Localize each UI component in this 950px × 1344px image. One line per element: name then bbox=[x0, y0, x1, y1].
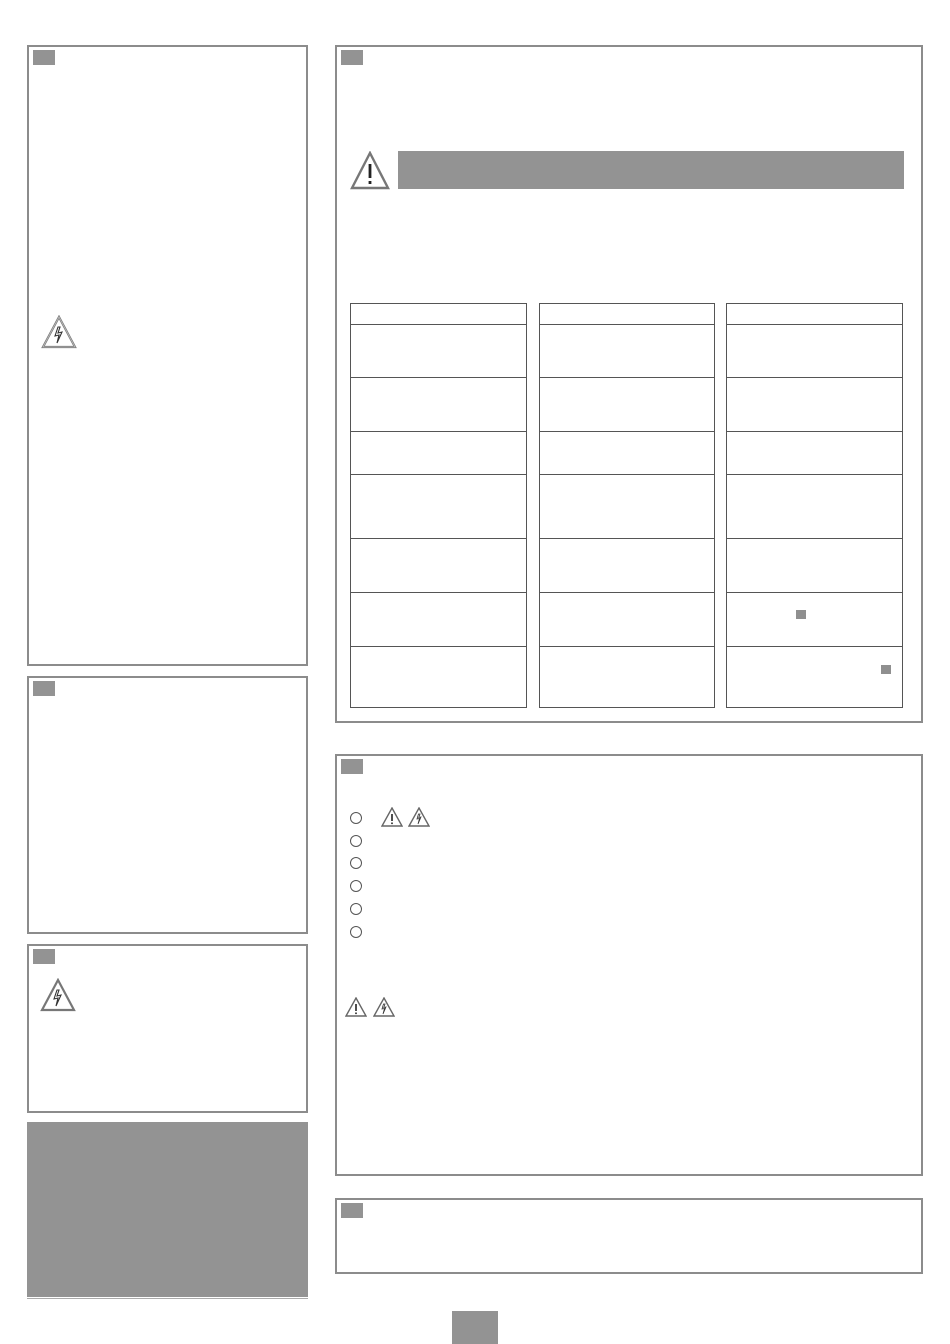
electric-hazard-icon bbox=[373, 997, 395, 1017]
table-row bbox=[351, 431, 526, 432]
left-panel-3 bbox=[27, 944, 308, 1113]
section-tag bbox=[341, 759, 363, 774]
table-row bbox=[351, 474, 526, 475]
table-row bbox=[727, 377, 902, 378]
warning-banner-bar bbox=[398, 151, 904, 189]
step-bullet bbox=[350, 903, 362, 915]
table-row bbox=[351, 592, 526, 593]
warning-icon bbox=[345, 997, 367, 1017]
section-tag bbox=[341, 50, 363, 65]
left-footer-rule bbox=[27, 1298, 308, 1299]
table-row bbox=[727, 324, 902, 325]
bottom-panel bbox=[335, 1198, 923, 1274]
step-bullet bbox=[350, 880, 362, 892]
step-bullet bbox=[350, 857, 362, 869]
table-row bbox=[540, 324, 714, 325]
step-bullet bbox=[350, 835, 362, 847]
table-row bbox=[727, 474, 902, 475]
table-row bbox=[351, 646, 526, 647]
table-row bbox=[540, 377, 714, 378]
left-panel-2 bbox=[27, 676, 308, 934]
electric-hazard-icon bbox=[40, 978, 76, 1012]
table-row bbox=[351, 377, 526, 378]
table-row bbox=[540, 474, 714, 475]
section-tag bbox=[33, 949, 55, 964]
reference-marker bbox=[796, 610, 806, 619]
table-row bbox=[540, 431, 714, 432]
table-row bbox=[727, 431, 902, 432]
table-row bbox=[727, 538, 902, 539]
table-column-3 bbox=[726, 303, 903, 708]
electric-hazard-icon bbox=[408, 807, 430, 827]
page-number-block bbox=[452, 1311, 498, 1344]
section-tag bbox=[33, 681, 55, 696]
step-bullet bbox=[350, 812, 362, 824]
table-column-1 bbox=[350, 303, 527, 708]
table-column-2 bbox=[539, 303, 715, 708]
table-row bbox=[727, 592, 902, 593]
electric-hazard-icon bbox=[41, 315, 77, 349]
warning-icon bbox=[350, 151, 390, 191]
table-row bbox=[351, 324, 526, 325]
warning-icon bbox=[381, 807, 403, 827]
table-row bbox=[540, 646, 714, 647]
table-row bbox=[540, 538, 714, 539]
section-tag bbox=[33, 50, 55, 65]
left-panel-1 bbox=[27, 45, 308, 666]
table-row bbox=[351, 538, 526, 539]
step-bullet bbox=[350, 926, 362, 938]
table-row bbox=[727, 646, 902, 647]
section-tag bbox=[341, 1203, 363, 1218]
left-footer-block bbox=[27, 1122, 308, 1297]
table-row bbox=[540, 592, 714, 593]
reference-marker bbox=[881, 665, 891, 674]
